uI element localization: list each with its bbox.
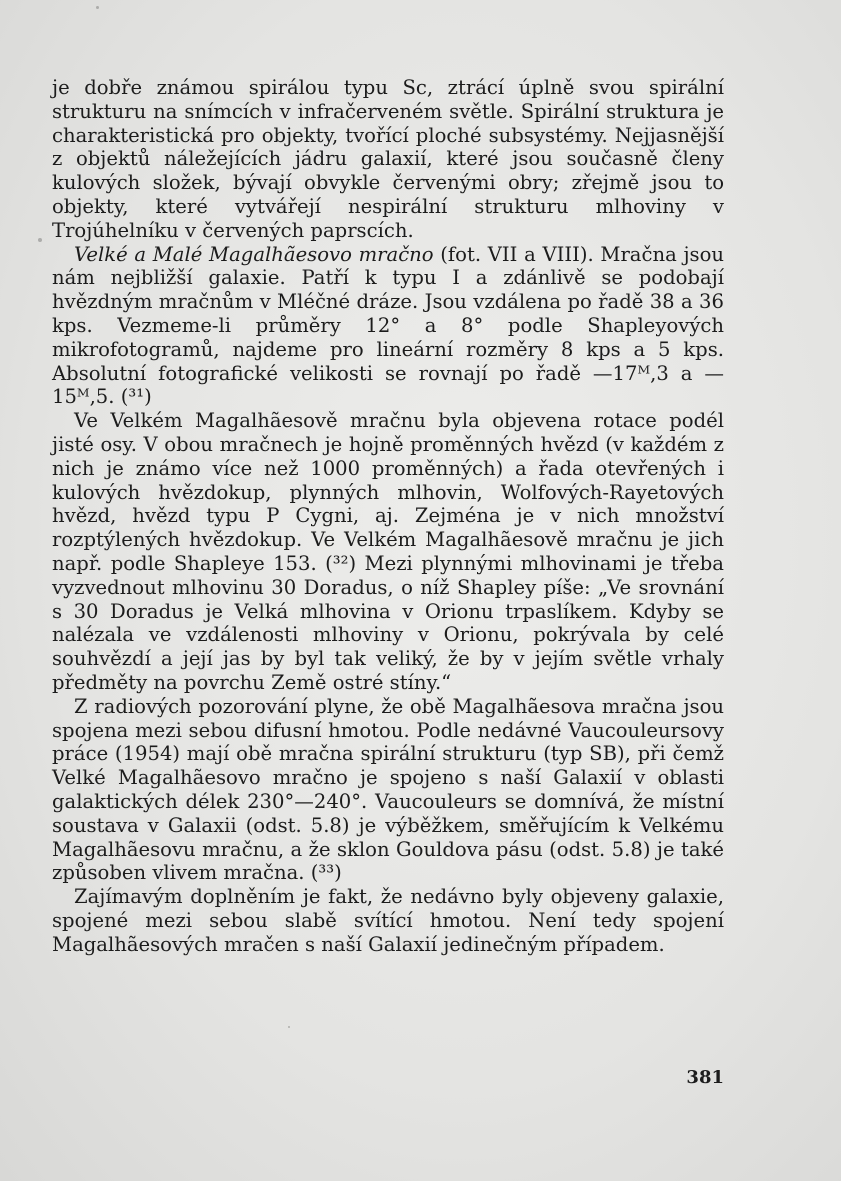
paragraph-4 [52,695,724,885]
paragraph-2 [52,243,724,410]
page-number: 381 [686,1067,724,1088]
paragraph-5 [52,885,724,956]
paragraph-text: je dobře známou spirálou typu Sc, ztrácí úplně svou spirální strukturu na snímcích v infračerveném světle. Spirální struktura je charakteristická pro objekty, tvořící ploché subsystémy. Nejjasnější z objektů náležejících jádru galaxií, které jsou současně členy kulových složek, bývají obvykle červenými obry; zřejmě jsou to objekty, které vytvářejí nespirální strukturu mlhoviny v Trojúhelníku v červených paprscích. [52,76,724,242]
paper-speck [288,1026,290,1028]
italic-term: Velké a Malé Magalhãesovo mračno [74,242,434,266]
paper-speck [96,6,99,9]
paragraph-3 [52,409,724,695]
paragraph-text: Z radiových pozorování plyne, že obě Magalhãesova mračna jsou spojena mezi sebou difusní hmotou. Podle nedávné Vaucouleursovy práce (1954) mají obě mračna spirální strukturu (typ SB), při čemž Velké Magalhãesovo mračno je spojeno s naší Galaxií v oblasti galaktických délek 230°—240°. Vaucouleurs se domnívá, že místní soustava v Galaxii (odst. 5.8) je výběžkem, směřujícím k Velkému Magalhãesovu mračnu, a že sklon Gouldova pásu (odst. 5.8) je také způsoben vlivem mračna. (³³) [52,694,724,885]
paragraph-text: Zajímavým doplněním je fakt, že nedávno byly objeveny galaxie, spojené mezi sebou slabě svítící hmotou. Není tedy spojení Magalhãesových mračen s naší Galaxií jedinečným případem. [52,885,724,956]
paper-speck [38,238,42,242]
paragraph-text: (fot. VII a VIII). Mračna jsou nám nejbližší galaxie. Patří k typu I a zdánlivě se podobají hvězdným mračnům v Mléčné dráze. Jsou vzdálena po řadě 38 a 36 kps. Vezmeme-li průměry 12° a 8° podle Shapleyových mikrofotogramů, najdeme pro lineární rozměry 8 kps a 5 kps. Absolutní fotografické velikosti se rovnají po řadě —17ᴹ,3 a —15ᴹ,5. (³¹) [52,242,724,409]
body-text [52,76,724,956]
paragraph-1 [52,76,724,243]
paragraph-text: Ve Velkém Magalhãesově mračnu byla objevena rotace podél jisté osy. V obou mračnech je hojně proměnných hvězd (v každém z nich je známo více než 1000 proměnných) a řada otevřených i kulových hvězdokup, plynných mlhovin, Wolfových-Rayetových hvězd, hvězd typu P Cygni, aj. Zejména je v nich množství rozptýlených hvězdokup. Ve Velkém Magalhãesově mračnu je jich např. podle Shapleye 153. (³²) Mezi plynnými mlhovinami je třeba vyzvednout mlhovinu 30 Doradus, o níž Shapley píše: „Ve srovnání s 30 Doradus je Velká mlhovina v Orionu trpaslíkem. Kdyby se nalézala ve vzdálenosti mlhoviny v Orionu, pokrývala by celé souhvězdí a její jas by byl tak veliký, že by v jejím světle vrhaly předměty na povrchu Země ostré stíny.“ [52,409,724,694]
